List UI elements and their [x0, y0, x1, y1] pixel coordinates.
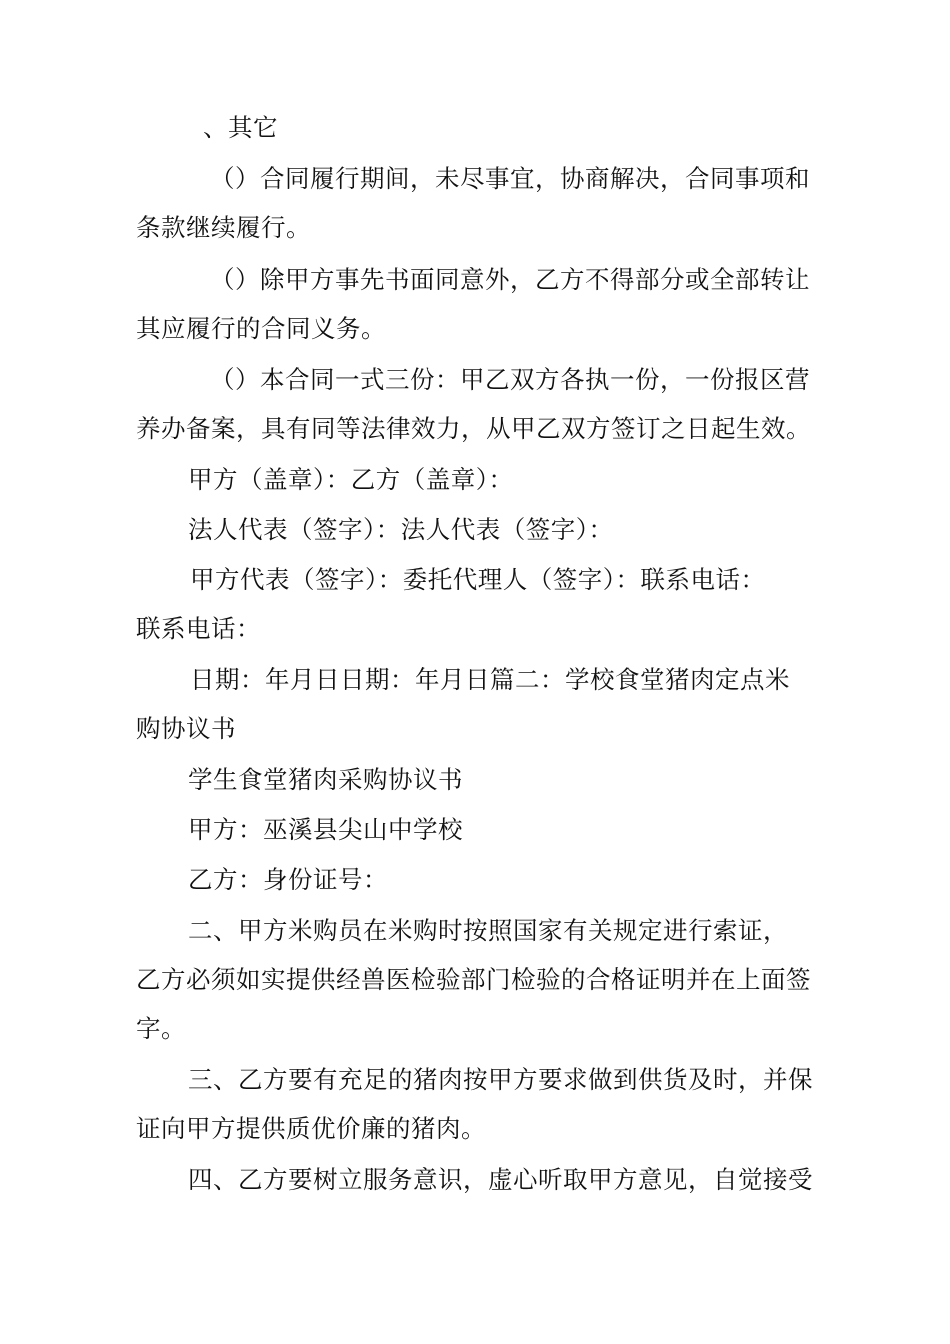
- clause-text: 字。: [136, 1014, 186, 1043]
- clause-text: （）本合同一式三份：甲乙双方各执一份，一份报区营: [210, 365, 810, 394]
- signature-line: 甲方代表（签字）：委托代理人（签字）：联系电话：: [190, 565, 766, 594]
- date-line: 日期：年月日日期：年月日篇二：学校食堂猪肉定点米: [190, 665, 790, 694]
- clause-text: 乙方必须如实提供经兽医检验部门检验的合格证明并在上面签: [136, 965, 811, 994]
- agreement-title: 学生食堂猪肉采购协议书: [188, 765, 463, 794]
- section-heading-other: 、其它: [203, 113, 278, 142]
- clause-text: 证向甲方提供质优价廉的猪肉。: [136, 1114, 486, 1143]
- clause-text: 其应履行的合同义务。: [136, 314, 386, 343]
- clause-text: 养办备案，具有同等法律效力，从甲乙双方签订之日起生效。: [136, 414, 811, 443]
- clause-text: （）除甲方事先书面同意外，乙方不得部分或全部转让: [210, 265, 810, 294]
- clause-text: 四、乙方要树立服务意识，虚心听取甲方意见，自觉接受: [188, 1165, 813, 1194]
- signature-line: 甲方（盖章）：乙方（盖章）：: [188, 465, 514, 494]
- clause-text: 二、甲方米购员在米购时按照国家有关规定进行索证，: [188, 916, 788, 945]
- clause-text: 三、乙方要有充足的猪肉按甲方要求做到供货及时，并保: [188, 1065, 813, 1094]
- clause-text: 条款继续履行。: [136, 213, 311, 242]
- clause-text: （）合同履行期间，未尽事宜，协商解决，合同事项和: [210, 164, 810, 193]
- signature-line: 法人代表（签字）：法人代表（签字）：: [188, 515, 614, 544]
- date-line: 购协议书: [136, 714, 236, 743]
- party-a-line: 甲方：巫溪县尖山中学校: [188, 815, 463, 844]
- signature-line: 联系电话：: [136, 614, 261, 643]
- party-b-line: 乙方：身份证号：: [188, 865, 388, 894]
